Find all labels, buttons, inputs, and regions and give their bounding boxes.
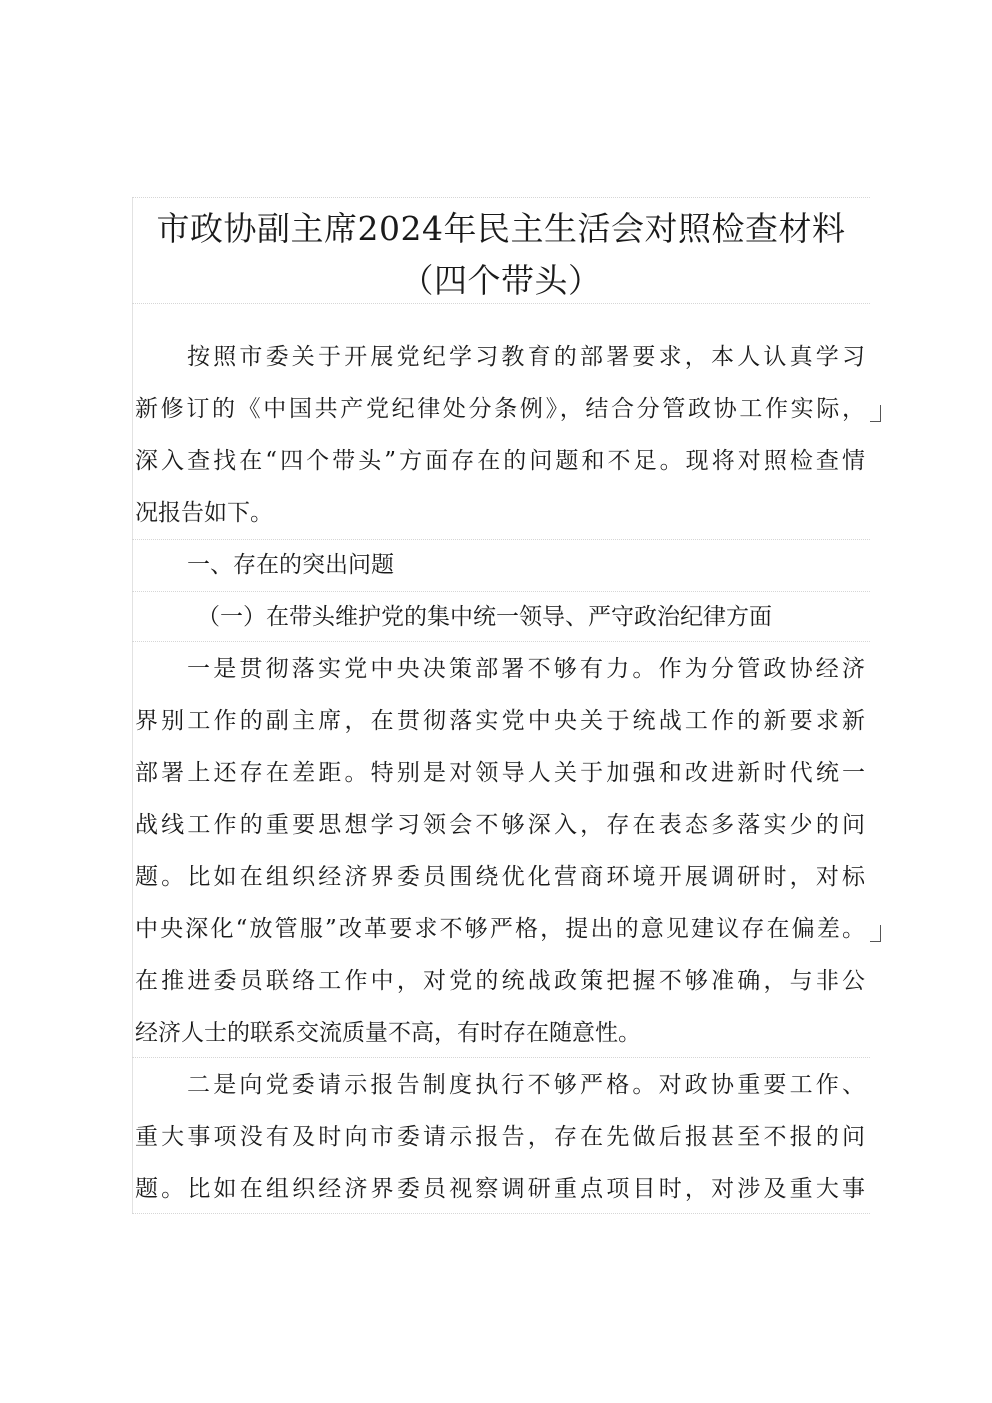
body-line: 题。比如在组织经济界委员围绕优化营商环境开展调研时，对标: [135, 864, 865, 890]
body-line: 部署上还存在差距。特别是对领导人关于加强和改进新时代统一: [135, 760, 865, 786]
document-title: 市政协副主席2024年民主生活会对照检查材料: [156, 209, 846, 248]
body-line: 中央深化“放管服”改革要求不够严格，提出的意见建议存在偏差。: [135, 916, 865, 942]
body-line: 战线工作的重要思想学习领会不够深入，存在表态多落实少的问: [135, 812, 865, 838]
intro-line: 况报告如下。: [135, 500, 273, 526]
body-line: 在推进委员联络工作中，对党的统战政策把握不够准确，与非公: [135, 968, 865, 994]
body-line: 重大事项没有及时向市委请示报告，存在先做后报甚至不报的问: [135, 1124, 865, 1150]
section-heading: 一、存在的突出问题: [187, 552, 394, 578]
body-line: 界别工作的副主席，在贯彻落实党中央关于统战工作的新要求新: [135, 708, 865, 734]
divider: [132, 197, 870, 198]
document-subtitle: （四个带头）: [400, 261, 602, 300]
divider: [132, 591, 870, 592]
intro-line: 按照市委关于开展党纪学习教育的部署要求，本人认真学习: [187, 344, 865, 370]
line-end-mark: [870, 405, 881, 422]
body-line: 经济人士的联系交流质量不高，有时存在随意性。: [135, 1020, 641, 1046]
divider: [132, 1057, 870, 1058]
line-end-mark: [870, 925, 881, 942]
intro-line: 深入查找在“四个带头”方面存在的问题和不足。现将对照检查情: [135, 448, 865, 474]
divider: [132, 641, 870, 642]
divider: [132, 303, 870, 304]
body-line: 题。比如在组织经济界委员视察调研重点项目时，对涉及重大事: [135, 1176, 865, 1202]
divider: [132, 539, 870, 540]
intro-line: 新修订的《中国共产党纪律处分条例》，结合分管政协工作实际，: [135, 396, 865, 422]
divider: [132, 1213, 870, 1214]
body-line: 一是贯彻落实党中央决策部署不够有力。作为分管政协经济: [187, 656, 865, 682]
subsection-heading: （一）在带头维护党的集中统一领导、严守政治纪律方面: [197, 604, 772, 630]
body-line: 二是向党委请示报告制度执行不够严格。对政协重要工作、: [187, 1072, 865, 1098]
